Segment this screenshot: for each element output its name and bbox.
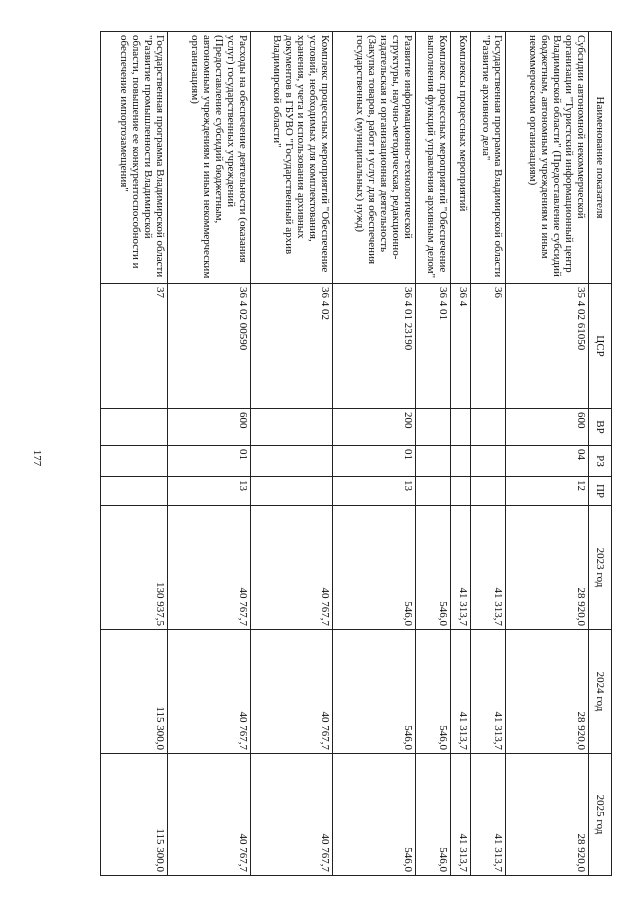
cell-pr: 13 <box>333 476 416 505</box>
table-row <box>470 31 505 875</box>
cell-rz: 01 <box>333 445 416 476</box>
cell-2023: 28 920,0 <box>506 505 589 629</box>
header-cell-vr: ВР <box>589 408 612 445</box>
cell-2025: 546,0 <box>333 753 416 875</box>
cell-rz <box>101 445 168 476</box>
cell-2024: 546,0 <box>415 629 450 753</box>
cell-2025: 546,0 <box>415 753 450 875</box>
cell-name: Расходы на обеспечение деятельности (оказания услуг) государственных учреждений (Предоставление субсидий бюджетным, автономным учреждениям и иным некоммерческим организациям) <box>167 31 250 283</box>
cell-2024: 115 300,0 <box>101 629 168 753</box>
header-cell-2023: 2023 год <box>589 505 612 629</box>
budget-table <box>100 31 612 876</box>
header-cell-2025: 2025 год <box>589 753 612 875</box>
cell-pr: 12 <box>506 476 589 505</box>
table-row <box>506 31 589 875</box>
table-row <box>415 31 450 875</box>
cell-vr <box>415 408 450 445</box>
cell-vr: 600 <box>506 408 589 445</box>
cell-csr: 36 4 <box>451 283 471 408</box>
header-cell-csr: ЦСР <box>589 283 612 408</box>
cell-csr: 36 4 02 <box>250 283 333 408</box>
cell-2025: 40 767,7 <box>250 753 333 875</box>
cell-2025: 28 920,0 <box>506 753 589 875</box>
cell-2023: 130 937,5 <box>101 505 168 629</box>
cell-name: Государственная программа Владимирской области "Развитие промышленности Владимирской области, повышение ее конкурентоспособности и обеспечение импортозамещения" <box>101 31 168 283</box>
page-number: 177 <box>31 449 43 467</box>
cell-csr: 36 4 02 00590 <box>167 283 250 408</box>
cell-2023: 546,0 <box>333 505 416 629</box>
cell-name: Комплекс процессных мероприятий "Обеспечение условий, необходимых для комплектования, хранения, учета и использования архивных документов в ГБУВО "Государственный архив Владимирской области" <box>250 31 333 283</box>
cell-pr: 13 <box>167 476 250 505</box>
cell-rz <box>451 445 471 476</box>
table-row <box>250 31 333 875</box>
cell-name: Развитие информационно-технологической структуры, научно-методическая, редакционно-издательская и организационная деятельность (Закупка товаров, работ и услуг для обеспечения государственных (муниципальных) нужд) <box>333 31 416 283</box>
cell-csr: 37 <box>101 283 168 408</box>
cell-vr <box>470 408 505 445</box>
cell-rz <box>250 445 333 476</box>
cell-name: Субсидии автономной некоммерческой организации "Туристский информационный центр Владимирской области" (Предоставление субсидий бюджетным, автономным учреждениям и иным некоммерческим организациям) <box>506 31 589 283</box>
cell-2024: 546,0 <box>333 629 416 753</box>
cell-vr: 600 <box>167 408 250 445</box>
cell-pr <box>250 476 333 505</box>
cell-vr <box>250 408 333 445</box>
cell-2024: 41 313,7 <box>451 629 471 753</box>
cell-vr <box>451 408 471 445</box>
rotated-page-content <box>100 31 612 875</box>
cell-2024: 40 767,7 <box>167 629 250 753</box>
cell-2025: 115 300,0 <box>101 753 168 875</box>
table-row <box>451 31 471 875</box>
cell-pr <box>451 476 471 505</box>
cell-2024: 28 920,0 <box>506 629 589 753</box>
cell-vr <box>101 408 168 445</box>
cell-2025: 40 767,7 <box>167 753 250 875</box>
cell-vr: 200 <box>333 408 416 445</box>
cell-2023: 40 767,7 <box>167 505 250 629</box>
cell-pr <box>415 476 450 505</box>
header-cell-2024: 2024 год <box>589 629 612 753</box>
cell-2023: 41 313,7 <box>470 505 505 629</box>
cell-csr: 35 4 02 61050 <box>506 283 589 408</box>
cell-2024: 41 313,7 <box>470 629 505 753</box>
cell-csr: 36 4 01 <box>415 283 450 408</box>
cell-2023: 40 767,7 <box>250 505 333 629</box>
cell-rz: 04 <box>506 445 589 476</box>
cell-pr <box>101 476 168 505</box>
header-cell-pr: ПР <box>589 476 612 505</box>
cell-2025: 41 313,7 <box>451 753 471 875</box>
cell-csr: 36 4 01 23190 <box>333 283 416 408</box>
table-row <box>101 31 168 875</box>
cell-name: Комплексы процессных мероприятий <box>451 31 471 283</box>
cell-2023: 41 313,7 <box>451 505 471 629</box>
cell-csr: 36 <box>470 283 505 408</box>
cell-2025: 41 313,7 <box>470 753 505 875</box>
header-cell-name: Наименование показателя <box>589 31 612 283</box>
cell-rz: 01 <box>167 445 250 476</box>
cell-name: Комплекс процессных мероприятий "Обеспечение выполнения функций управления архивным делом" <box>415 31 450 283</box>
cell-name: Государственная программа Владимирской области "Развитие архивного дела" <box>470 31 505 283</box>
cell-pr <box>470 476 505 505</box>
header-cell-rz: РЗ <box>589 445 612 476</box>
cell-rz <box>470 445 505 476</box>
cell-rz <box>415 445 450 476</box>
cell-2023: 546,0 <box>415 505 450 629</box>
table-row <box>167 31 250 875</box>
table-row <box>333 31 416 875</box>
header-row <box>589 31 612 875</box>
cell-2024: 40 767,7 <box>250 629 333 753</box>
